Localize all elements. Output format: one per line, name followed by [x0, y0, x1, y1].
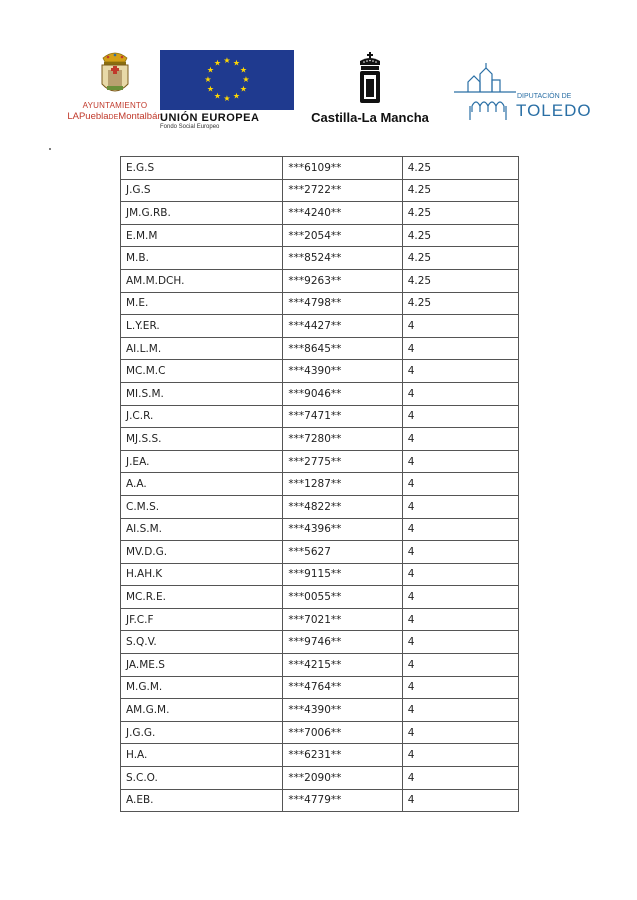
municipality-name: LAPueblaDEMontalbán — [67, 111, 163, 122]
table-row — [121, 179, 519, 202]
id-cell: ***9115** — [283, 563, 402, 586]
table-row — [121, 315, 519, 338]
table-row — [121, 337, 519, 360]
table-row — [121, 292, 519, 315]
score-cell: 4 — [402, 315, 518, 338]
id-cell: ***6109** — [283, 157, 402, 180]
initials-cell: M.G.M. — [121, 676, 283, 699]
initials-cell: H.AH.K — [121, 563, 283, 586]
id-cell: ***4390** — [283, 360, 402, 383]
score-cell: 4 — [402, 721, 518, 744]
score-cell: 4 — [402, 360, 518, 383]
initials-cell: A.A. — [121, 473, 283, 496]
initials-cell: AI.L.M. — [121, 337, 283, 360]
score-cell: 4 — [402, 337, 518, 360]
score-cell: 4 — [402, 654, 518, 677]
initials-cell: AI.S.M. — [121, 518, 283, 541]
initials-cell: A.EB. — [121, 789, 283, 812]
score-cell: 4 — [402, 382, 518, 405]
score-cell: 4 — [402, 631, 518, 654]
table-row — [121, 586, 519, 609]
initials-cell: E.G.S — [121, 157, 283, 180]
id-cell: ***7280** — [283, 428, 402, 451]
score-cell: 4 — [402, 450, 518, 473]
score-cell: 4.25 — [402, 179, 518, 202]
id-cell: ***9263** — [283, 269, 402, 292]
table-row — [121, 789, 519, 812]
score-cell: 4 — [402, 744, 518, 767]
score-cell: 4 — [402, 405, 518, 428]
svg-text:★: ★ — [223, 56, 231, 65]
table-row — [121, 428, 519, 451]
id-cell: ***7006** — [283, 721, 402, 744]
eu-flag-icon — [160, 50, 294, 110]
table-row — [121, 269, 519, 292]
svg-text:★: ★ — [213, 58, 222, 68]
table-row — [121, 676, 519, 699]
score-cell: 4.25 — [402, 292, 518, 315]
id-cell: ***0055** — [283, 586, 402, 609]
initials-cell: J.EA. — [121, 450, 283, 473]
initials-cell: JM.G.RB. — [121, 202, 283, 225]
table-row — [121, 767, 519, 790]
id-cell: ***2722** — [283, 179, 402, 202]
svg-text:★: ★ — [242, 75, 250, 84]
score-cell: 4 — [402, 789, 518, 812]
toledo-skyline-icon — [450, 62, 520, 122]
id-cell: ***9046** — [283, 382, 402, 405]
id-cell: ***8524** — [283, 247, 402, 270]
initials-cell: MC.M.C — [121, 360, 283, 383]
initials-cell: J.C.R. — [121, 405, 283, 428]
initials-cell: MC.R.E. — [121, 586, 283, 609]
id-cell: ***4764** — [283, 676, 402, 699]
table-row — [121, 202, 519, 225]
id-cell: ***4240** — [283, 202, 402, 225]
id-cell: ***4779** — [283, 789, 402, 812]
initials-cell: JA.ME.S — [121, 654, 283, 677]
eu-subtitle: Fondo Social Europeo — [160, 124, 220, 130]
table-row — [121, 450, 519, 473]
svg-text:★: ★ — [239, 84, 248, 94]
score-cell: 4 — [402, 608, 518, 631]
table-row — [121, 721, 519, 744]
id-cell: ***2775** — [283, 450, 402, 473]
svg-text:★: ★ — [204, 75, 212, 84]
score-cell: 4 — [402, 518, 518, 541]
initials-cell: E.M.M — [121, 224, 283, 247]
scores-table-body — [121, 157, 519, 812]
score-cell: 4.25 — [402, 202, 518, 225]
table-row — [121, 405, 519, 428]
table-row — [121, 382, 519, 405]
initials-cell: S.C.O. — [121, 767, 283, 790]
id-cell: ***1287** — [283, 473, 402, 496]
table-row — [121, 360, 519, 383]
scores-table — [120, 156, 519, 812]
svg-text:★: ★ — [232, 58, 241, 68]
eu-title: UNIÓN EUROPEA — [160, 112, 260, 124]
castilla-la-mancha-name: Castilla-La Mancha — [311, 110, 429, 125]
table-row — [121, 563, 519, 586]
id-cell: ***4390** — [283, 699, 402, 722]
id-cell: ***4822** — [283, 495, 402, 518]
initials-cell: S.Q.V. — [121, 631, 283, 654]
id-cell: ***9746** — [283, 631, 402, 654]
id-cell: ***4215** — [283, 654, 402, 677]
initials-cell: H.A. — [121, 744, 283, 767]
id-cell: ***5627 — [283, 541, 402, 564]
svg-text:★: ★ — [206, 65, 215, 75]
score-cell: 4 — [402, 586, 518, 609]
table-row — [121, 608, 519, 631]
initials-cell: MI.S.M. — [121, 382, 283, 405]
svg-text:★: ★ — [239, 65, 248, 75]
logo-header — [0, 0, 637, 140]
score-cell: 4 — [402, 473, 518, 496]
score-cell: 4 — [402, 495, 518, 518]
table-row — [121, 247, 519, 270]
svg-text:★: ★ — [223, 94, 231, 103]
score-cell: 4.25 — [402, 224, 518, 247]
table-row — [121, 541, 519, 564]
table-row — [121, 224, 519, 247]
initials-cell: L.Y.ER. — [121, 315, 283, 338]
ayuntamiento-logo — [60, 50, 170, 130]
initials-cell: MJ.S.S. — [121, 428, 283, 451]
table-row — [121, 654, 519, 677]
castilla-la-mancha-logo — [305, 52, 435, 132]
score-cell: 4.25 — [402, 157, 518, 180]
coat-of-arms-icon — [98, 50, 132, 100]
score-cell: 4 — [402, 699, 518, 722]
score-cell: 4 — [402, 428, 518, 451]
score-cell: 4.25 — [402, 269, 518, 292]
initials-cell: AM.M.DCH. — [121, 269, 283, 292]
diputacion-toledo-logo — [450, 62, 592, 122]
score-cell: 4.25 — [402, 247, 518, 270]
id-cell: ***4396** — [283, 518, 402, 541]
score-cell: 4 — [402, 541, 518, 564]
table-row — [121, 473, 519, 496]
table-row — [121, 744, 519, 767]
table-row — [121, 495, 519, 518]
id-cell: ***2090** — [283, 767, 402, 790]
id-cell: ***7021** — [283, 608, 402, 631]
initials-cell: M.B. — [121, 247, 283, 270]
initials-cell: MV.D.G. — [121, 541, 283, 564]
table-row — [121, 631, 519, 654]
scan-mark — [49, 148, 51, 150]
table-row — [121, 518, 519, 541]
table-row — [121, 157, 519, 180]
toledo-label: TOLEDO — [516, 101, 592, 120]
eu-stars-icon — [160, 50, 294, 110]
score-cell: 4 — [402, 676, 518, 699]
svg-text:★: ★ — [232, 91, 241, 101]
id-cell: ***2054** — [283, 224, 402, 247]
initials-cell: M.E. — [121, 292, 283, 315]
id-cell: ***8645** — [283, 337, 402, 360]
id-cell: ***4427** — [283, 315, 402, 338]
initials-cell: C.M.S. — [121, 495, 283, 518]
initials-cell: AM.G.M. — [121, 699, 283, 722]
ayuntamiento-label: AYUNTAMIENTO — [82, 101, 148, 110]
initials-cell: JF.C.F — [121, 608, 283, 631]
svg-text:★: ★ — [206, 84, 215, 94]
initials-cell: J.G.G. — [121, 721, 283, 744]
svg-text:★: ★ — [213, 91, 222, 101]
id-cell: ***6231** — [283, 744, 402, 767]
castle-icon — [357, 52, 383, 104]
table-row — [121, 699, 519, 722]
eu-logo — [160, 50, 300, 130]
score-cell: 4 — [402, 563, 518, 586]
id-cell: ***7471** — [283, 405, 402, 428]
initials-cell: J.G.S — [121, 179, 283, 202]
diputacion-label: DIPUTACIÓN DE — [517, 93, 572, 100]
id-cell: ***4798** — [283, 292, 402, 315]
score-cell: 4 — [402, 767, 518, 790]
